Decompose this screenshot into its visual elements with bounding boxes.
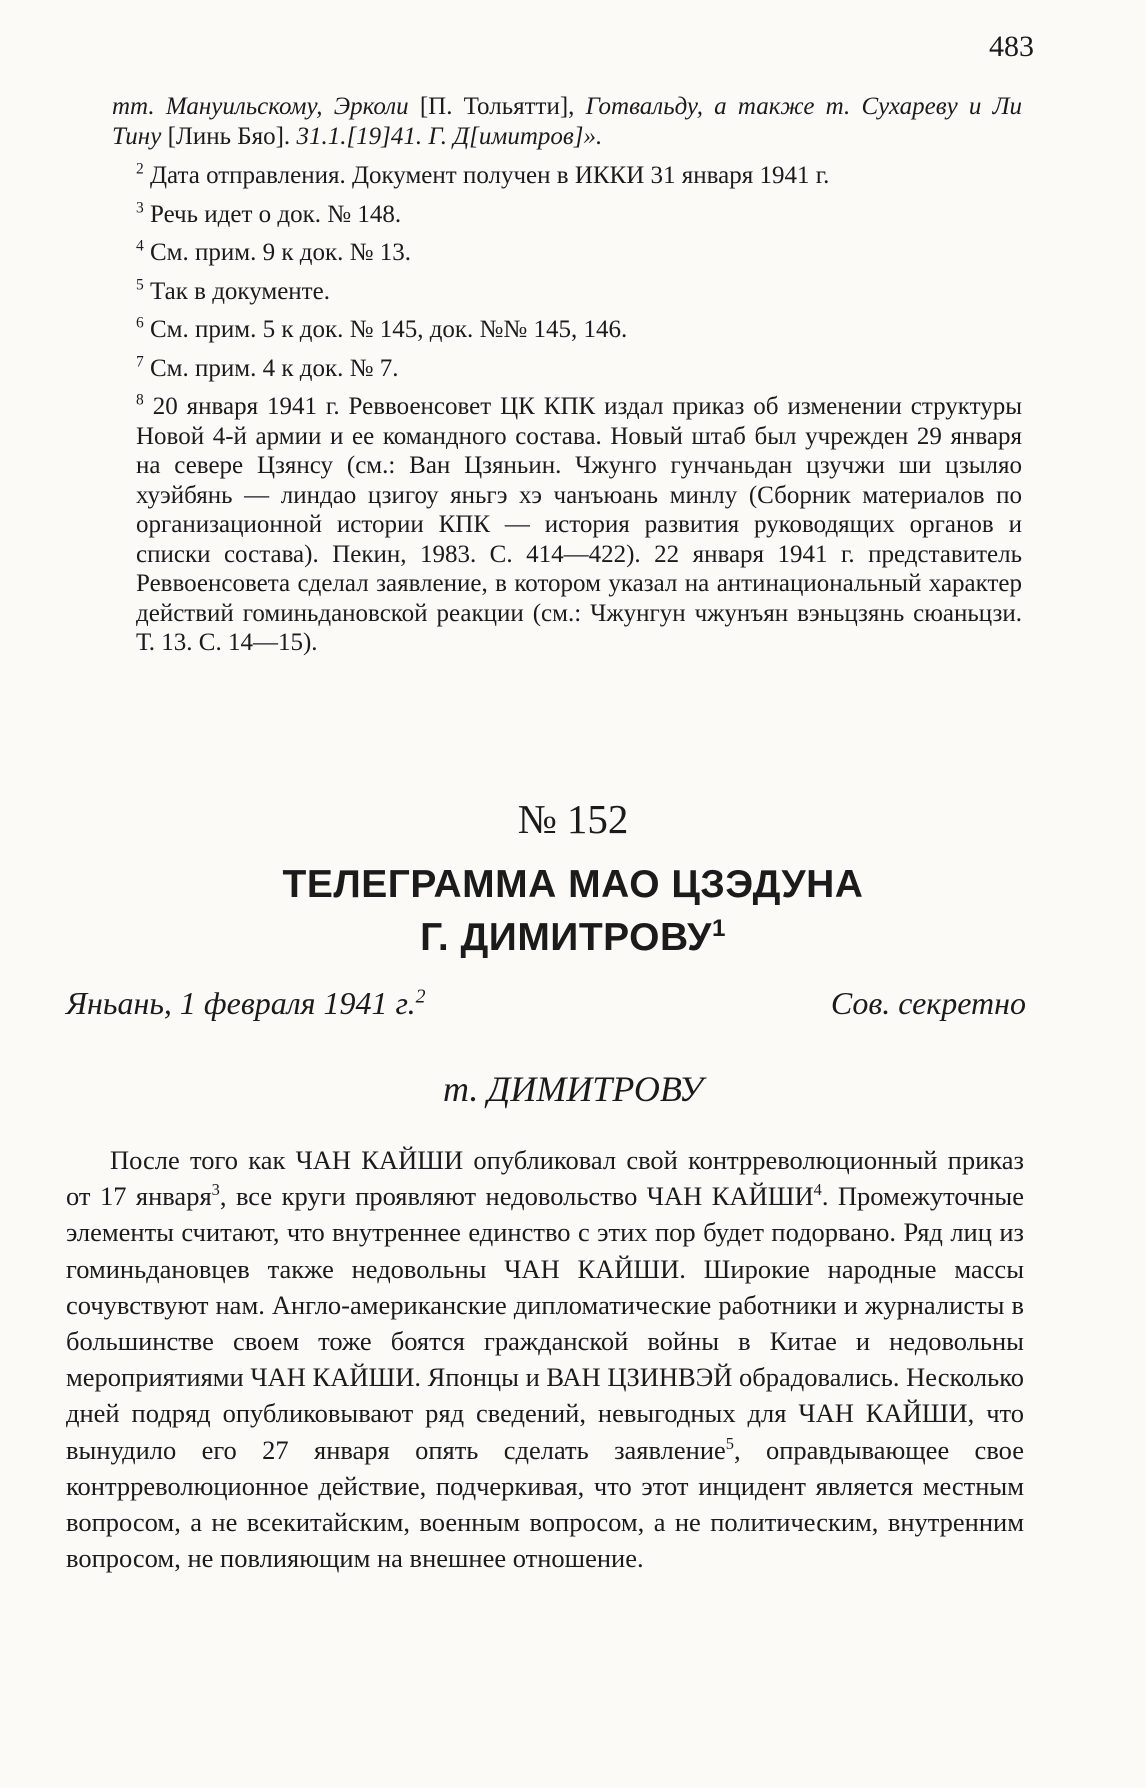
place-date — [66, 985, 426, 1022]
footnote-text: Речь идет о док. № 148. — [150, 200, 402, 228]
footnote-text-italic: Готвальду, а также т. Сухареву и Ли Тину — [112, 93, 1023, 150]
footnote-text: См. прим. 9 к док. № 13. — [150, 239, 411, 266]
place-date-text: Яньань, 1 февраля 1941 г. — [66, 985, 416, 1021]
footnote-text: См. прим. 5 к док. № 145, док. №№ 145, 146. — [150, 316, 628, 343]
footnote-2 — [112, 161, 1022, 191]
document-meta — [66, 985, 1026, 1029]
page-number: 483 — [989, 30, 1034, 63]
footnote-text-italic: 31.1.[19]41. Г. Д[имитров]». — [296, 122, 603, 150]
footnote-marker: 7 — [136, 353, 144, 371]
footnote-text: См. прим. 4 к док. № 7. — [150, 354, 399, 382]
classification-label: Сов. секретно — [830, 985, 1026, 1021]
footnote-6 — [112, 315, 1022, 345]
footnote-marker: 3 — [211, 1180, 220, 1200]
footnote-marker: 4 — [136, 237, 144, 255]
footnote-5 — [112, 277, 1022, 307]
body-text-segment: После того как ЧАН КАЙШИ опубликовал свой контрреволюционный приказ от 17 января — [66, 1145, 1024, 1212]
body-text-segment: , оправдывающее свое контрреволюционное действие, подчеркивая, что этот инцидент является местным вопросом, а не всекитайским, военным вопросом, а не политическим, внутренним вопросом, не повлияющим на внешнее отношение. — [66, 1434, 1024, 1574]
footnote-text: [Линь Бяо]. — [167, 122, 291, 150]
footnote-text: Так в документе. — [150, 277, 330, 305]
title-line-2-text: Г. ДИМИТРОВУ — [420, 916, 712, 959]
footnote-marker: 3 — [136, 199, 144, 217]
title-line-2 — [0, 911, 1146, 964]
footnote-marker: 1 — [711, 915, 726, 942]
footnote-text: Дата отправления. Документ получен в ИККИ 31 января 1941 г. — [150, 162, 830, 189]
document-number: № 152 — [517, 796, 629, 842]
body-text-segment: , все круги проявляют недовольство ЧАН КАЙШИ — [219, 1181, 814, 1212]
title-line-1: ТЕЛЕГРАММА МАО ЦЗЭДУНА — [282, 863, 864, 906]
footnote-text: 20 января 1941 г. Реввоенсовет ЦК КПК издал приказ об изменении структуры Новой 4-й армии и ее командного состава. Новый штаб был учрежден 29 января на севере Цзянсу (см.: Ван Цзяньин. Чжунго гунчаньдан цзучжи ши цзыляо хуэйбянь — линдао цзигоу яньгэ хэ чанъюань минлу (Сборник материалов по организационной истории КПК — история развития руководящих органов и списки состава). Пекин, 1983. С. 414—422). 22 января 1941 г. представитель Реввоенсовета сделал заявление, в котором указал на антинациональный характер действий гоминьдановской реакции (см.: Чжунгун чжунъян вэньцзянь сюаньцзи. Т. 13. С. 14—15). — [136, 393, 1023, 656]
footnote-marker: 2 — [136, 160, 144, 178]
footnote-marker: 2 — [415, 985, 426, 1008]
footnote-marker: 6 — [136, 314, 144, 332]
footnote-8 — [112, 392, 1022, 658]
footnote-text-italic: тт. Мануильскому, Эрколи — [112, 93, 409, 120]
footnote-marker: 5 — [136, 276, 144, 294]
body-text-segment: . Промежуточные элементы считают, что внутреннее единство с этих пор будет подорвано. Ряд лиц из гоминьдановцев также недовольны ЧАН КАЙШИ. Широкие народные массы сочувствуют нам. Англо-американские дипломатические работники и журналисты в большинстве своем тоже боятся гражданской войны в Китае и недовольны мероприятиями ЧАН КАЙШИ. Японцы и ВАН ЦЗИНВЭЙ обрадовались. Несколько дней подряд опубликовывают ряд сведений, невыгодных для ЧАН КАЙШИ, что вынудило его 27 января опять сделать заявление — [66, 1181, 1024, 1465]
addressee: т. ДИМИТРОВУ — [442, 1069, 703, 1109]
footnote-marker: 5 — [725, 1433, 734, 1453]
footnote-7 — [112, 354, 1022, 384]
footnote-3 — [112, 200, 1022, 230]
footnote-text: [П. Тольятти], — [419, 93, 575, 120]
footnote-4 — [112, 238, 1022, 268]
footnote-marker: 8 — [136, 391, 144, 409]
telegram-body — [66, 1142, 1024, 1576]
footnote-continuation — [112, 92, 1022, 151]
footnotes — [112, 92, 1022, 667]
document-title — [0, 858, 1146, 964]
footnote-marker: 4 — [813, 1180, 822, 1200]
